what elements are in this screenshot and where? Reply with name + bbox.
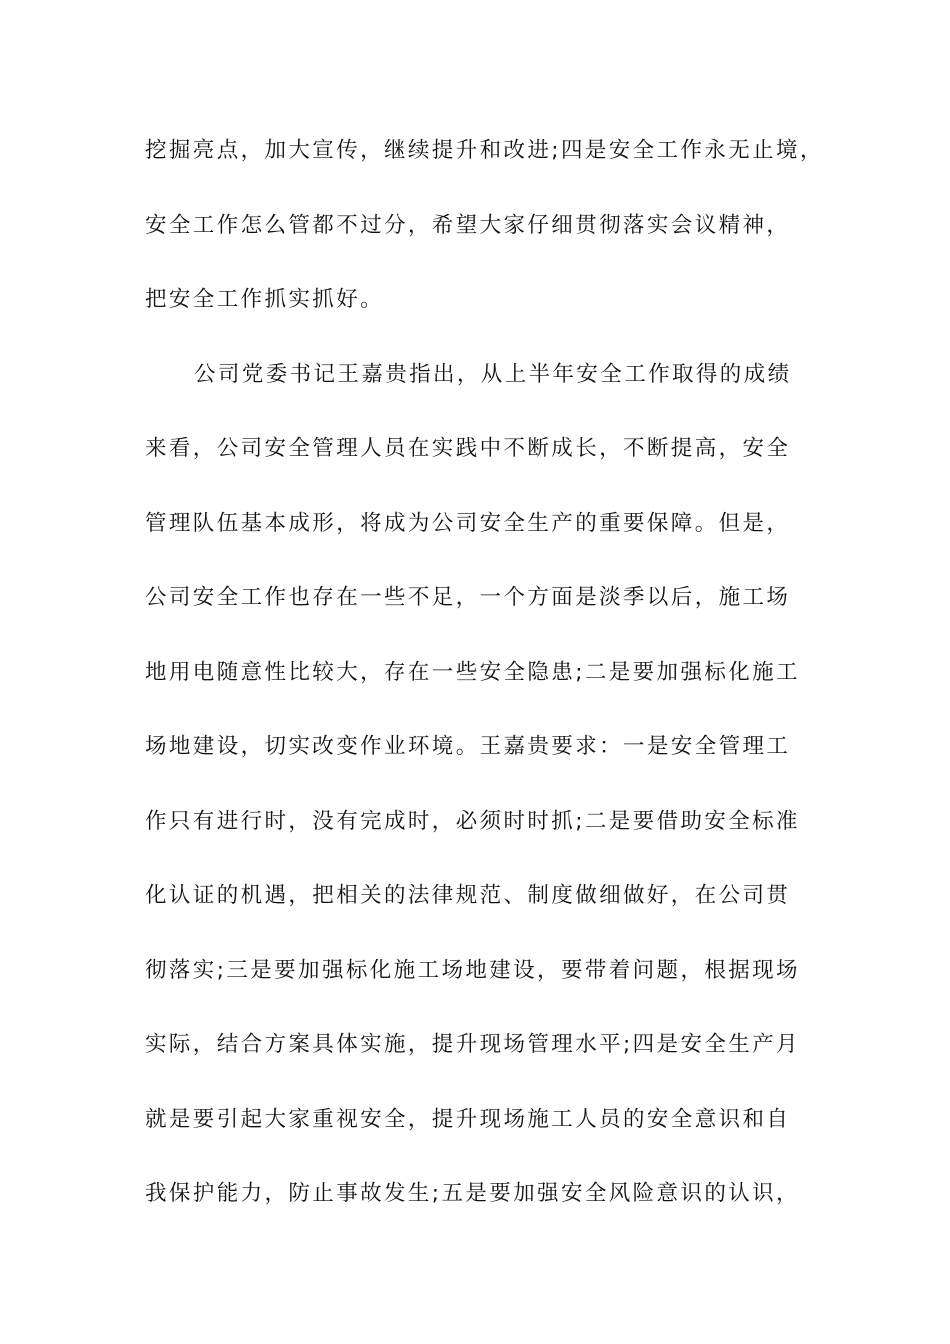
text-line: 化认证的机遇，把相关的法律规范、制度做细做好，在公司贯 (145, 883, 791, 908)
text-line: 实际，结合方案具体实施，提升现场管理水平;四是安全生产月 (145, 1032, 800, 1057)
text-line: 就是要引起大家重视安全，提升现场施工人员的安全意识和自 (145, 1106, 791, 1132)
text-line: 公司安全工作也存在一些不足，一个方面是淡季以后，施工场 (145, 585, 791, 610)
text-line: 挖掘亮点，加大宣传，继续提升和改进;四是安全工作永无止境， (145, 138, 824, 163)
paragraph-2 (145, 350, 815, 1244)
text-line: 把安全工作抓实抓好。 (145, 287, 385, 312)
text-line: 场地建设，切实改变作业环境。王嘉贵要求：一是安全管理工 (145, 734, 791, 759)
text-line: 来看，公司安全管理人员在实践中不断成长，不断提高，安全 (145, 436, 791, 461)
text-line: 公司党委书记王嘉贵指出，从上半年安全工作取得的成绩 (194, 361, 792, 387)
text-line: 管理队伍基本成形，将成为公司安全生产的重要保障。但是， (145, 510, 791, 536)
text-line: 作只有进行时，没有完成时，必须时时抓;二是要借助安全标准 (145, 808, 800, 834)
text-line: 安全工作怎么管都不过分，希望大家仔细贯彻落实会议精神， (145, 212, 791, 238)
paragraph-1 (145, 126, 824, 350)
body-text (145, 126, 824, 1244)
text-line: 彻落实;三是要加强标化施工场地建设，要带着问题，根据现场 (145, 957, 800, 983)
text-line: 地用电随意性比较大，存在一些安全隐患;二是要加强标化施工 (145, 659, 800, 685)
text-line: 我保护能力，防止事故发生;五是要加强安全风险意识的认识， (145, 1181, 800, 1206)
